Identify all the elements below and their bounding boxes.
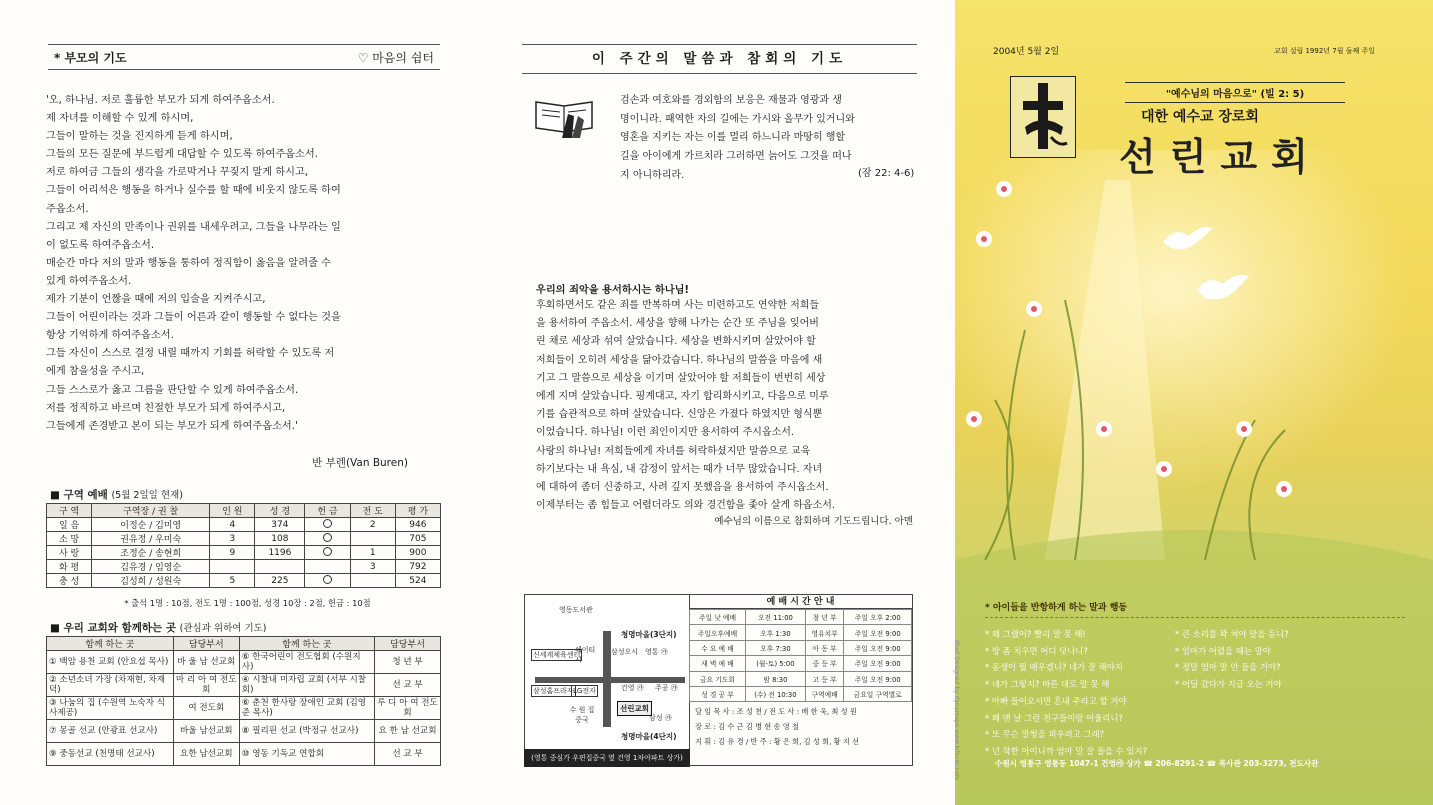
lily-flower-icon [965,410,983,428]
table-cell: 화 평 [47,560,92,574]
table-row [690,625,912,640]
poem-line: 그들에게 존경받고 본이 되는 부모가 되게 하여주옵소서.' [46,420,298,432]
weekly-word-header: 이 주간의 말씀과 참회의 기도 [522,44,917,74]
column-header: 헌 금 [305,504,350,518]
table-cell: (월-토) 5:00 [745,656,805,671]
parents-prayer-header [48,44,440,70]
lily-flower-icon [1095,420,1113,438]
table-row [690,610,912,625]
column-header: 평 가 [395,504,440,518]
poem-line: 에게 참을성을 주시고, [46,366,145,378]
table-cell: ⑧ 필리핀 선교 (박정규 선교사) [239,720,374,743]
column-header: 전 도 [350,504,395,518]
scripture-reference: (잠 22: 4-6) [858,168,915,179]
zone-worship-subtitle: (5월 2일일 현재) [111,490,183,501]
phrase-item: * 큰 소리를 꽉 쳐야 말을 듣니? [1175,629,1289,639]
verse-line: 명이니라. 패역한 자의 길에는 가시와 올무가 있거니와 [620,113,855,125]
cover-motto: "예수님의 마음으로" (빌 2: 5) [1125,82,1345,103]
lily-flower-icon [1235,420,1253,438]
table-cell: 성 경 공 부 [690,686,746,701]
denomination: 대한 예수교 장로회 [1141,109,1259,125]
poem-line: 제가 기분이 언짢을 때에 저의 입술을 지켜주시고, [46,294,266,306]
map-label: 삼성홈프라자 [533,687,574,695]
phrase-item: * 정말 엄마 말 안 들을 거야? [1175,662,1281,673]
poem-line: 저를 정직하고 바르며 친절한 부모가 되게 하여주시고, [46,402,286,414]
lily-flower-icon [975,230,993,248]
table-cell: 792 [395,560,440,574]
left-page [0,0,470,805]
table-cell [305,560,350,574]
table-row [47,574,441,588]
map-label: 쉐이티시 [575,646,596,664]
church-cross-logo [1010,76,1076,158]
table-cell [350,532,395,546]
phrase-item: * 방 좀 치우면 어디 덧나니? [985,645,1088,656]
column-header: 함께 하는 곳 [239,637,374,651]
mission-partners-subtitle: (관심과 위하여 기도) [179,623,267,634]
poem-line: 주옵소서. [46,203,89,215]
phrase-item: * 어딜 갔다가 지금 오는 거야 [1175,679,1282,690]
prayer-line: 에게 지며 살았습니다. 핑계대고, 자기 합리화시키고, 다음으로 미루 [536,391,829,403]
rebellion-phrases-title: * 아이들을 반항하게 하는 말과 행동 [985,600,1405,618]
phrases-right-column [1175,626,1289,760]
verse-line: 지 아니하리라. [620,169,685,181]
table-cell: 여 전도회 [173,697,239,720]
table-cell: 5 [210,574,255,588]
poem-line: 그들이 말하는 것을 진지하게 듣게 하시며, [46,131,233,143]
staff-line: 담 임 목 사 : 조 성 천 / 전 도 사 : 배 한 욱, 최 성 원 [695,707,857,717]
table-cell: 중 등 부 [805,656,844,671]
column-header: 구역장 / 권 찰 [92,504,210,518]
table-row [690,671,912,686]
zone-worship-rows [47,518,441,588]
table-cell: 영유치부 [805,625,844,640]
column-header: 함께 하는 곳 [47,637,174,651]
table-row [690,686,912,701]
table-cell: 청 년 부 [375,651,441,674]
table-cell [305,532,350,546]
table-cell [210,560,255,574]
phrases-left-column [985,626,1147,760]
parents-prayer-text [46,92,441,436]
table-row [47,651,441,674]
table-cell: 요 한 남 선교회 [375,720,441,743]
poem-line: 그들 스스로가 옳고 그름을 판단할 수 있게 하여주옵소서. [46,384,299,396]
phrase-item: * 엄마가 어렸을 때는 말야 [1175,645,1271,656]
table-cell: 오후 1:30 [745,625,805,640]
worship-schedule [689,594,913,766]
offering-check-icon [323,575,332,584]
table-cell: ⑥ 춘천 한사랑 장애인 교회 (김영준 목사) [239,697,374,720]
table-cell: 주일 오전 9:00 [844,671,912,686]
mission-partners-table [46,636,441,766]
table-cell [305,518,350,532]
table-cell: ① 백암 용천 교회 (안요섭 목사) [47,651,174,674]
repentance-prayer-title: 우리의 죄악을 용서하시는 하나님! [536,285,690,296]
parents-prayer-title: * 부모의 기도 [54,50,127,65]
prayer-line: 을 용서하여 주옵소서. 세상을 향해 나가는 순간 또 주님을 잊어버 [536,318,819,330]
offering-check-icon [323,547,332,556]
church-location-map [524,594,690,766]
table-cell: 요한 남선교회 [173,743,239,766]
lily-flower-icon [1025,300,1043,318]
table-row [47,518,441,532]
table-cell: ⑦ 몽골 선교 (안광표 선교사) [47,720,174,743]
offering-check-icon [323,519,332,528]
table-cell: 900 [395,546,440,560]
zone-worship-table [46,503,441,588]
zone-worship-title: ■ 구역 예배 (5월 2일일 현재) [50,489,183,501]
mission-partners-title: ■ 우리 교회와 함께하는 곳 (관심과 위하여 기도) [50,622,267,634]
middle-page [470,0,955,805]
prayer-line: 린 채로 세상과 섞여 살았습니다. 세상을 변화시키며 살았어야 할 [536,336,816,348]
table-cell: 소 망 [47,532,92,546]
table-cell: 오후 7:30 [745,640,805,655]
table-cell: 구역예배 [805,686,844,701]
table-row [47,560,441,574]
table-cell [305,574,350,588]
table-cell: 주일 오전 9:00 [844,640,912,655]
column-header: 성 경 [255,504,305,518]
table-cell: 주일오후예배 [690,625,746,640]
prayer-line: 하기보다는 내 욕심, 내 감정이 앞서는 때가 너무 많았습니다. 자녀 [536,463,823,475]
poem-line: 매순간 마다 저의 말과 행동을 통하여 정직함이 옳음을 알려줄 수 [46,257,332,269]
prayer-line: 에 대하여 좀더 신중하고, 사려 깊지 못했음을 용서하여 주시옵소서. [536,482,829,494]
church-address: 수원시 영통구 영통동 1047-1 건영㉮ 상가 ☎ 206-8291-2 ☎ 목사관 203-3273, 전도사관 [995,759,1319,768]
lily-flower-icon [1155,460,1173,478]
poem-line: 그들 자신이 스스로 결정 내릴 때까지 기회를 허락할 수 있도록 저 [46,348,335,360]
table-cell: ⑨ 중동선교 (천명태 선교사) [47,743,174,766]
phrase-item: * 또 무슨 말썽을 피우려고 그래? [985,729,1105,740]
table-cell: 2 [350,518,395,532]
map-label: 청명마을(3단지) [621,630,677,639]
prayer-closing: 예수님의 이름으로 참회하며 기도드립니다. 아멘 [714,516,913,527]
table-cell: 새 벽 예 배 [690,656,746,671]
table-cell: 1 [350,546,395,560]
repentance-prayer-text [536,297,916,515]
table-cell: 바울 남선교회 [173,720,239,743]
table-row [47,532,441,546]
poem-line: 그리고 제 자신의 만족이나 권위를 내세우려고, 그들을 나무라는 일 [46,221,341,233]
map-label: 청명마을(4단지) [621,732,677,741]
table-cell: 선 교 부 [375,674,441,697]
table-cell: 1196 [255,546,305,560]
table-cell: 주일 오전 9:00 [844,625,912,640]
map-label: 건영 ㉮ [621,684,644,692]
prayer-line: 이제부터는 좀 힘들고 어렵더라도 의와 경건함을 좇아 살게 하옵소서. [536,500,836,512]
table-cell: 조정순 / 송현희 [92,546,210,560]
table-cell: 524 [395,574,440,588]
table-row [47,674,441,697]
map-label: 수 원 집중국 [569,706,595,724]
illustration-credit: Illust Designed by dynamapo www.kdocm.com [953,640,960,781]
table-cell: 루 디 아 여 전도회 [375,697,441,720]
map-label: 영동도서관 [559,606,593,614]
table-cell: 밤 8:30 [745,671,805,686]
table-row [690,656,912,671]
phrase-item: * 넌 착한 아이니까 엄마 말 잘 들을 수 있지? [985,745,1148,756]
prayer-line: 이었습니다. 하나님! 이런 죄인이지만 용서하여 주시옵소서. [536,427,795,439]
poem-line: 있게 하여주옵소서. [46,275,132,287]
poem-line: 저로 하여금 그들의 생각을 가로막거나 꾸짖지 말게 하시고, [46,167,309,179]
column-header: 구 역 [47,504,92,518]
poem-line: 그들의 모든 질문에 부드럽게 대답할 수 있도록 하여주옵소서. [46,149,318,161]
table-cell: 아 동 부 [805,640,844,655]
table-cell: 108 [255,532,305,546]
table-cell: ③ 나눔의 집 (수원역 노숙자 식사제공) [47,697,174,720]
table-cell: 권유정 / 우미숙 [92,532,210,546]
phrase-item: * 왜 맨 날 그런 친구들이랑 어울리니? [985,712,1123,723]
phrase-item: * 네가 그렇지? 바른 대로 말 못 해 [985,679,1110,690]
rebellion-phrases-box [985,600,1405,760]
prayer-line: 저희들이 오히려 세상을 닮아갔습니다. 하나님의 말씀을 마음에 새 [536,354,823,366]
map-label: 주공 ㉮ [655,684,678,692]
poem-line: 제 자녀를 이해할 수 있게 하시며, [46,113,194,125]
table-cell [255,560,305,574]
table-cell: 청 년 부 [805,610,844,625]
prayer-line: 후회하면서도 같은 죄를 반복하며 사는 미련하고도 연약한 저희들 [536,300,820,311]
lily-flower-icon [1275,480,1293,498]
table-cell: ④ 시찰내 미자립 교회 (서부 시찰회) [239,674,374,697]
worship-schedule-table [689,609,912,702]
map-label: LG전자 [573,687,596,695]
bulletin-date: 2004년 5월 2일 [993,47,1060,57]
lily-flower-icon [995,180,1013,198]
staff-line: 장 로 : 김 수 근 김 병 현 송 영 철 [695,722,799,732]
poem-line: 그들이 어린이라는 것과 그들이 어른과 같이 행동할 수 없다는 것을 [46,312,341,324]
cover-page [955,0,1433,805]
staff-line: 지 휘 : 김 유 경 / 반 주 : 황 은 희, 김 성 희, 황 지 선 [695,737,860,747]
phrase-item: * 왜 그랬어? 빨리 말 못 해! [985,629,1086,639]
table-cell: 충 성 [47,574,92,588]
verse-line: 검손과 여호와를 경외함의 보응은 재물과 영광과 생 [620,95,842,106]
table-cell: 일 음 [47,518,92,532]
map-label: 삼성오시 [611,648,639,656]
poem-line: 항상 기억하게 하여주옵소서. [46,330,174,342]
map-label: 신세계체육센터 [533,651,581,659]
table-cell: 374 [255,518,305,532]
dove-icon [1195,270,1251,310]
table-cell: 주일 낮 예배 [690,610,746,625]
table-cell: 사 랑 [47,546,92,560]
table-cell: 고 등 부 [805,671,844,686]
table-cell [350,574,395,588]
open-bible-praying-hands-icon [532,94,598,138]
table-cell: 705 [395,532,440,546]
table-cell: 금요일 구역별로 [844,686,912,701]
map-label: 영통 ㉮ [645,648,668,656]
table-cell: 946 [395,518,440,532]
map-label: 삼성 ㉮ [649,714,672,722]
table-cell: 이정순 / 김미영 [92,518,210,532]
prayer-line: 기고 그 말씀으로 세상을 이기며 살았어야 할 저희들이 번번히 세상 [536,372,826,384]
table-cell: 오전 11:00 [745,610,805,625]
table-cell: ⑥ 한국어린이 전도협회 (수원지사) [239,651,374,674]
prayer-line: 사랑의 하나님! 저희들에게 자녀를 허락하셨지만 말씀으로 교육 [536,445,811,457]
column-header: 담당부서 [173,637,239,651]
table-row [47,697,441,720]
table-cell: 주일 오전 9:00 [844,656,912,671]
scoring-note: * 출석 1명 : 10점, 전도 1명 : 100점, 성경 10장 : 2점, 헌금 : 10점 [124,598,371,608]
map-caption: (영통 중심가 우편집중국 옆 건영 1차아파트 상가) [524,749,690,767]
table-cell: 225 [255,574,305,588]
table-cell: ⑩ 영동 기독교 연합회 [239,743,374,766]
offering-check-icon [323,533,332,542]
table-cell: 김유경 / 임영순 [92,560,210,574]
worship-schedule-title: 예 배 시 간 안 내 [689,595,912,609]
prayer-line: 기를 습관적으로 하며 살았습니다. 신앙은 가졌다 하였지만 형식뿐 [536,409,823,421]
table-cell: 선 교 부 [375,743,441,766]
table-cell: 4 [210,518,255,532]
phrase-item: * 아빠 들어오시면 혼내 주라고 할 거야 [985,695,1127,706]
poem-author: 반 부렌(Van Buren) [312,457,408,469]
column-header: 담당부서 [375,637,441,651]
poem-line: 이 없도록 하여주옵소서. [46,239,155,251]
church-staff [689,702,912,751]
dove-icon [1161,222,1215,260]
table-row [47,720,441,743]
table-row [47,743,441,766]
table-cell: 김성희 / 성원숙 [92,574,210,588]
table-cell: 수 요 예 배 [690,640,746,655]
table-cell [305,546,350,560]
column-header: 인 원 [210,504,255,518]
verse-line: 길을 아이에게 가르치라 그러하면 늙어도 그것을 떠나 [620,151,852,163]
table-cell: 바 울 남 선교회 [173,651,239,674]
table-cell: (수) 전 10:30 [745,686,805,701]
table-row [690,640,912,655]
table-cell: 9 [210,546,255,560]
table-cell: 마 리 아 여 전도회 [173,674,239,697]
verse-line: 영혼을 지키는 자는 이를 멀리 하느니라 마땅히 행할 [620,132,846,144]
church-marker: 선린교회 [617,701,652,716]
poem-line: 그들이 어리석은 행동을 하거나 실수를 할 때에 비웃지 않도록 하여 [46,185,341,197]
table-cell: 3 [350,560,395,574]
table-cell: ② 소년소녀 가장 (차재현, 차재덕) [47,674,174,697]
church-established: 교회 설립 1992년 7월 둘째 주일 [1273,47,1375,55]
table-row [47,546,441,560]
mission-partners-rows [47,651,441,766]
table-cell: 주일 오후 2:00 [844,610,912,625]
heart-rest-label: ♡ 마음의 쉼터 [357,50,434,65]
table-cell: 금요 기도회 [690,671,746,686]
church-name: 선린교회 [1119,135,1322,179]
poem-line: '오, 하나님. 저로 훌륭한 부모가 되게 하여주옵소서. [46,95,275,106]
table-cell: 3 [210,532,255,546]
phrase-item: * 동생이 뭘 배우겠니? 네가 잘 해야지 [985,662,1123,673]
